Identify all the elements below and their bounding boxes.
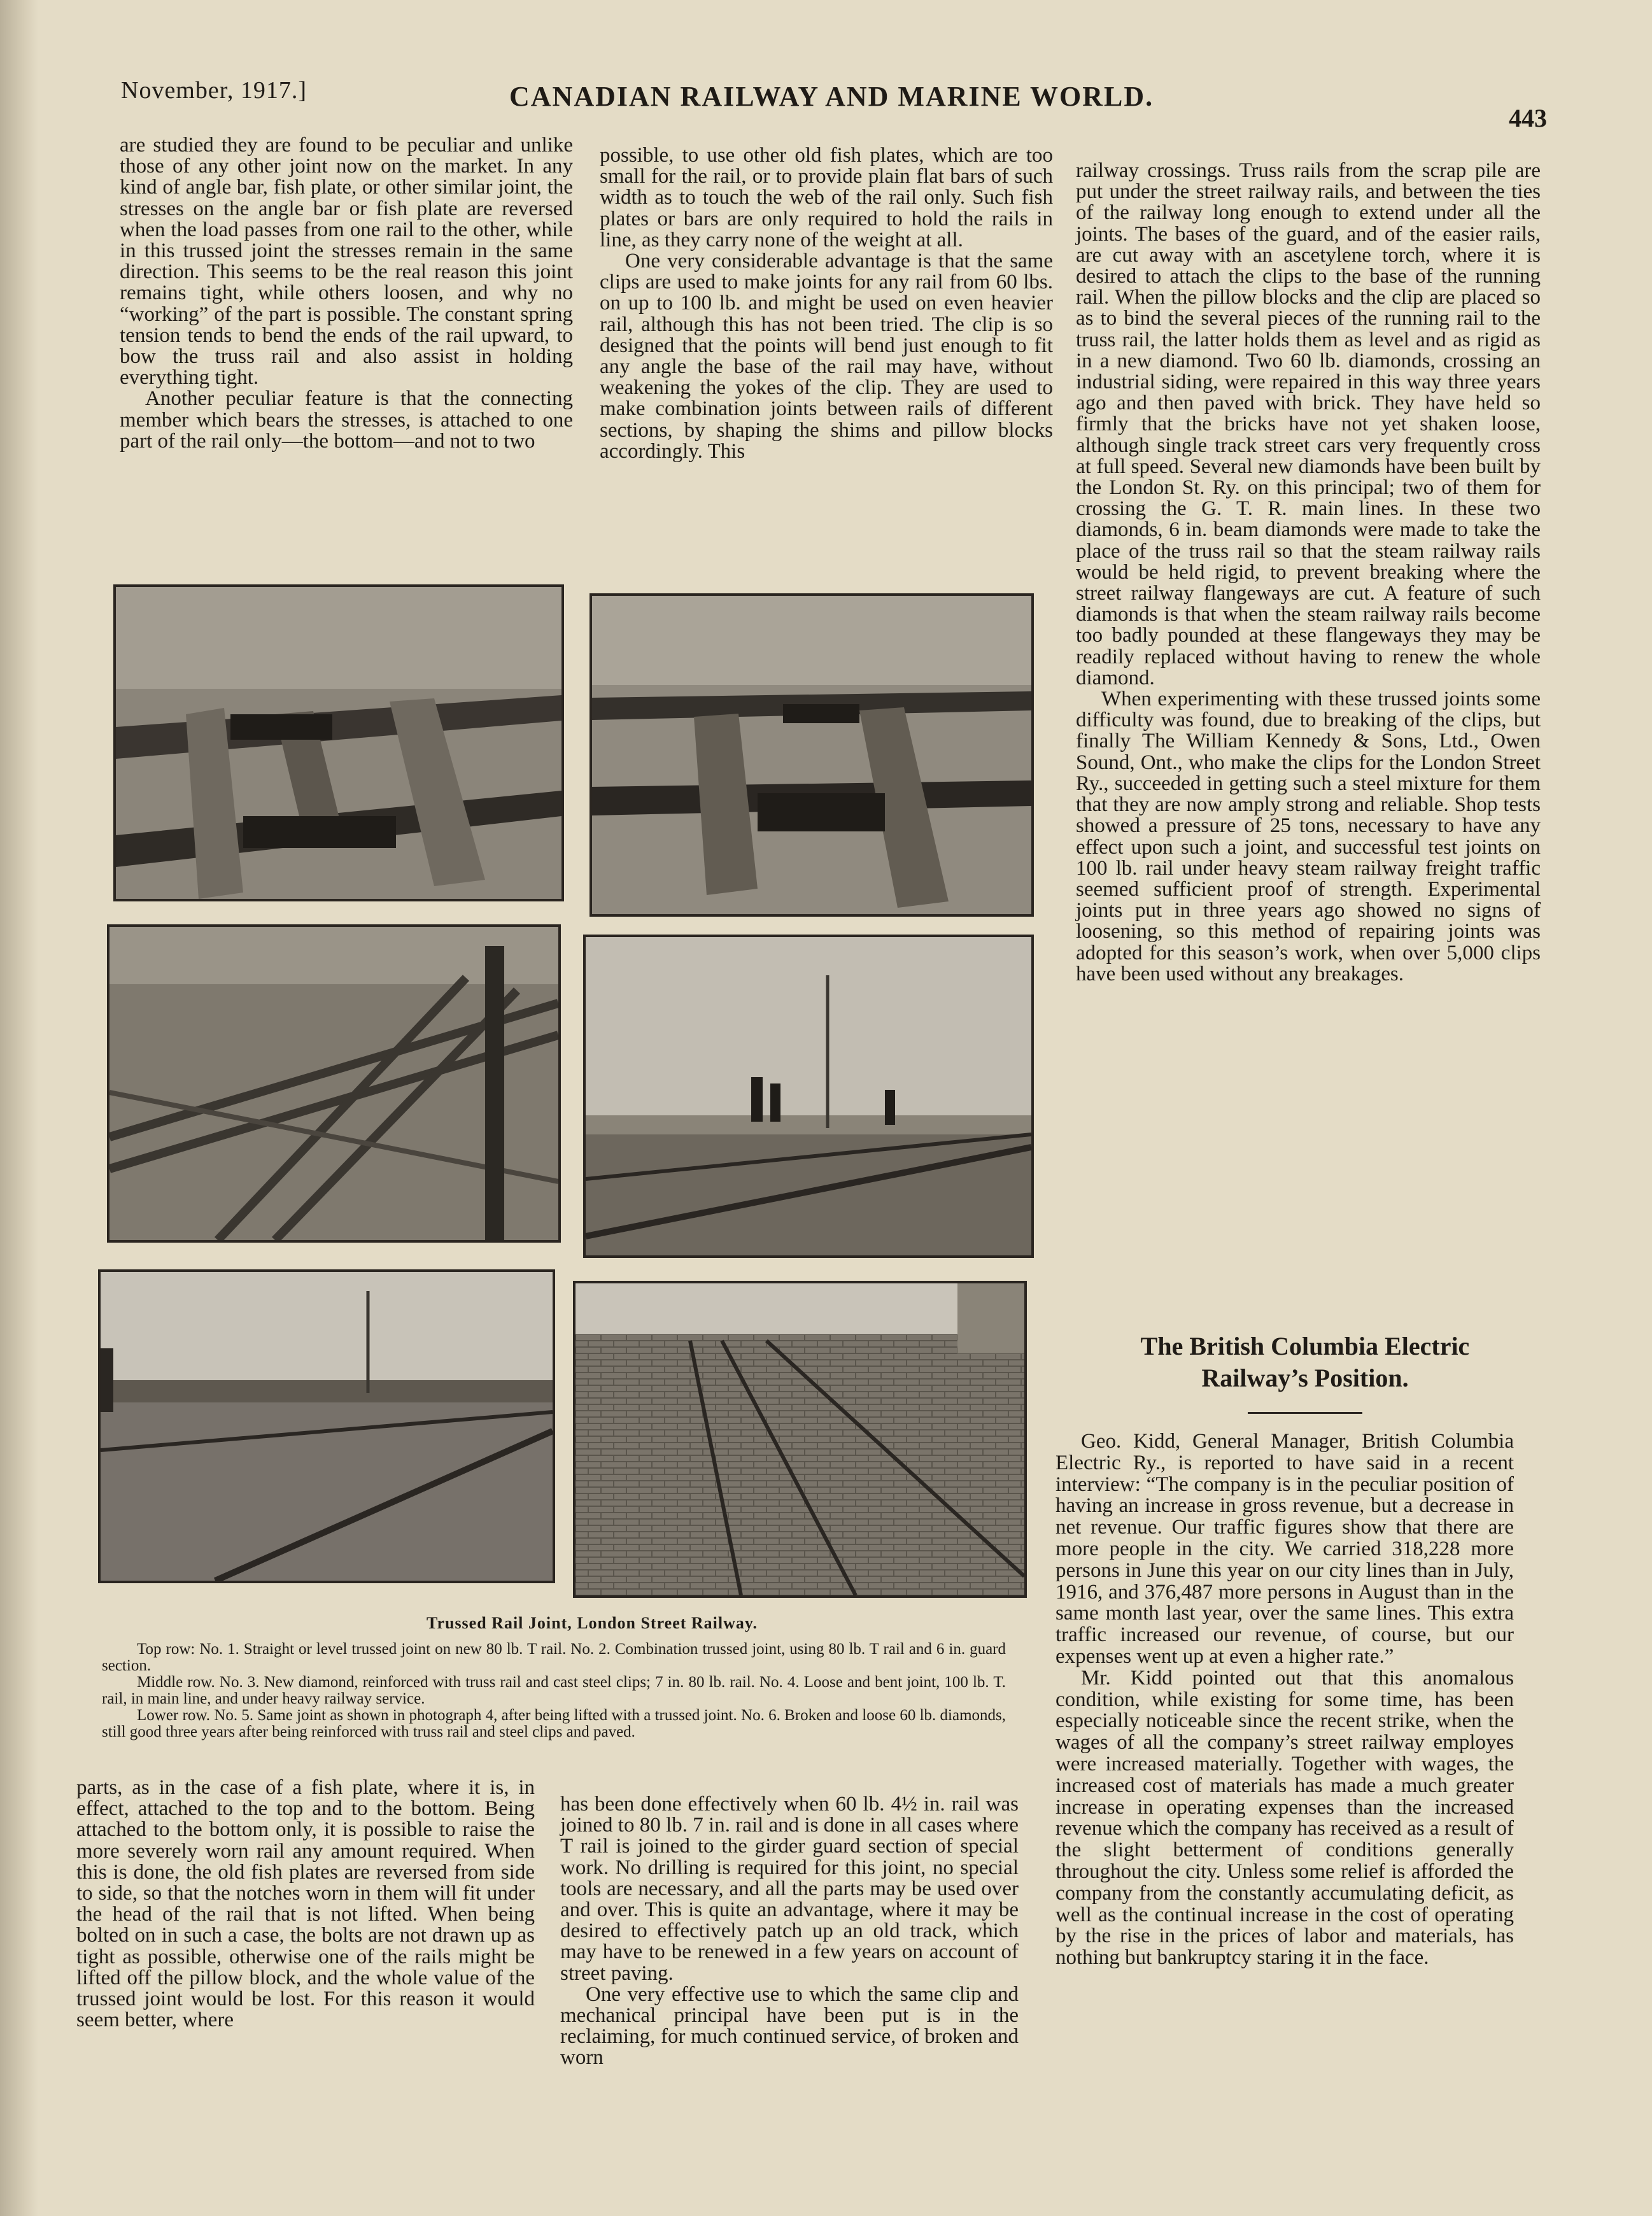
caption-line: Lower row. No. 5. Same joint as shown in photograph 4, after being lifted with a trussed joint. No. 6. Broken and loose 60 lb. diamonds, still good three years after being reinforced with truss rail and steel clips and paved.	[102, 1707, 1006, 1740]
article-body	[1055, 1431, 1514, 1969]
paragraph: Another peculiar feature is that the connecting member which bears the stresses, is attached to one part of the rail only—the bottom—and not to two	[120, 387, 573, 453]
caption-line: Middle row. No. 3. New diamond, reinforced with truss rail and cast steel clips; 7 in. 80 lb. rail. No. 4. Loose and bent joint, 100 lb. T. rail, in main line, and under heavy railway service.	[102, 1674, 1006, 1707]
article-title-line: Railway’s Position.	[1201, 1364, 1409, 1392]
page-header	[121, 70, 1547, 132]
photo-3-new-diamond	[107, 924, 561, 1243]
photo-6-paved-diamonds	[573, 1281, 1027, 1598]
article-title	[1063, 1330, 1547, 1394]
paragraph: Geo. Kidd, General Manager, British Columbia Electric Ry., is reported to have said in a recent interview: “The company is in the peculiar position of having an increase in gross revenue, but a decrease in net revenue. Our traffic figures show that there are more people in the city. We carried 318,228 more persons in June this year on our city lines than in July, 1916, and 376,487 more persons in August than in the same month last year, over the same lines. This extra traffic increased our revenue, of course, but our expenses went up at even a higher rate.”	[1055, 1430, 1514, 1668]
paragraph: parts, as in the case of a fish plate, where it is, in effect, attached to the top and to the bottom. Being attached to the bottom only, it is possible to raise the more severely worn rail any amount required. When this is done, the old fish plates are reversed from side to side, so that the notches worn in them will fit under the head of the rail that is not lifted. When being bolted on in such a case, the bolts are not drawn up as tight as possible, otherwise one of the rails might be lifted off the pillow block, and the whole value of the trussed joint would be lost. For this reason it would seem better, where	[76, 1776, 535, 2032]
photo-caption	[102, 1641, 1006, 1740]
paragraph: are studied they are found to be peculiar and unlike those of any other joint now on the market. In any kind of angle bar, fish plate, or other similar joint, the stresses on the angle bar or fish plate are reversed when the load passes from one rail to the other, while in this trussed joint the stresses remain in the same direction. This seems to be the real reason this joint remains tight, while others loosen, and why no “working” of the part is possible. The constant spring tension tends to bend the ends of the rail upward, to bow the truss rail and also assist in holding everything tight.	[120, 134, 573, 390]
column-1-top	[120, 135, 573, 452]
paragraph: possible, to use other old fish plates, which are too small for the rail, or to provide plain flat bars of such width as to touch the web of the rail only. Such fish plates or bars are only required to hold the rails in line, as they carry none of the weight at all.	[600, 144, 1053, 251]
paragraph: has been done effectively when 60 lb. 4½ in. rail was joined to 80 lb. 7 in. rail and is done in all cases where T rail is joined to the girder guard section of special work. No drilling is required for this joint, no special tools are necessary, and all the parts may be used over and over. This is quite an advantage, where it may be desired to effectively patch up an old track, which may have to be renewed in a few years on account of street paving.	[560, 1793, 1019, 1985]
paragraph: railway crossings. Truss rails from the scrap pile are put under the street railway rails, and between the ties of the railway long enough to extend under all the joints. The bases of the guard, and of the easier rails, are cut away with an ascetylene torch, where it is desired to attach the clips to the base of the running rail. When the pillow blocks and the clip are placed so as to bind the several pieces of the running rail to the truss rail, the latter holds them as level and as rigid as in a new diamond. Two 60 lb. diamonds, crossing an industrial siding, were repaired in this way three years ago and then paved with brick. They have held so firmly that the bricks have not yet shaken loose, although single track street cars very frequently cross at full speed. Several new diamonds have been built by the London St. Ry. on this principal; two of them for crossing the G. T. R. main lines. In these two diamonds, 6 in. beam diamonds were made to take the place of the truss rail so that the steam railway rails would be held rigid, to prevent breaking where the street railway flangeways are cut. A feature of such diamonds is that when the steam railway rails become too badly pounded at these flangeways they may be readily replaced without having to renew the whole diamond.	[1076, 159, 1541, 689]
publication-title: CANADIAN RAILWAY AND MARINE WORLD.	[509, 81, 1154, 112]
title-divider	[1248, 1412, 1362, 1414]
photo-1-straight-trussed-joint	[113, 584, 564, 901]
issue-date: November, 1917.]	[121, 77, 307, 104]
paragraph: When experimenting with these trussed joints some difficulty was found, due to breaking of the clips, but finally The William Kennedy & Sons, Ltd., Owen Sound, Ont., who make the clips for the London Street Ry., succeeded in getting such a steel mixture for them that they are now amply strong and reliable. Shop tests showed a pressure of 25 tons, necessary to have any effect upon such a joint, and successful test joints on 100 lb. rail under heavy steam railway freight traffic seemed sufficient proof of strength. Experimental joints put in three years ago showed no signs of loosening, so this method of repairing joints was adopted for this season’s work, when over 5,000 clips have been used without any breakages.	[1076, 688, 1541, 985]
column-2-top	[600, 145, 1053, 462]
photo-2-combination-trussed-joint	[589, 593, 1034, 917]
photo-4-loose-bent-joint	[583, 935, 1034, 1258]
paragraph: One very effective use to which the same clip and mechanical principal have been put is in the reclaiming, for much continued service, of broken and worn	[560, 1982, 1019, 2070]
caption-line: Top row: No. 1. Straight or level trussed joint on new 80 lb. T rail. No. 2. Combination trussed joint, using 80 lb. T rail and 6 in. guard section.	[102, 1641, 1006, 1674]
page-number: 443	[1509, 104, 1547, 132]
page-binding-shadow	[0, 0, 38, 2216]
photo-5-lifted-joint	[98, 1269, 555, 1583]
column-3	[1076, 160, 1541, 985]
paragraph: Mr. Kidd pointed out that this anomalous condition, while existing for some time, has been especially noticeable since the recent strike, when the wages of all the company’s street railway employes were increased materially. Together with wages, the increased cost of materials has made a much greater increase in operating expenses than the increased revenue which the company has received as a result of the slight betterment of conditions generally throughout the city. Unless some relief is afforded the company from the constantly accumulating deficit, as well as the continual increase in the cost of operating by the rise in the prices of labor and materials, has nothing but bankruptcy staring it in the face.	[1055, 1666, 1514, 1970]
column-1-bottom	[76, 1777, 535, 2031]
paragraph: One very considerable advantage is that the same clips are used to make joints for any rail from 60 lbs. on up to 100 lb. and might be used on even heavier rail, although this has not been tried. The clip is so designed that the points will bend just enough to fit any angle the base of the rail may have, without weakening the yokes of the clip. They are used to make combination joints between rails of different sections, by shaping the shims and pillow blocks accordingly. This	[600, 250, 1053, 463]
column-2-bottom	[560, 1794, 1019, 2069]
article-title-line: The British Columbia Electric	[1140, 1332, 1470, 1360]
photo-caption-title: Trussed Rail Joint, London Street Railway.	[427, 1614, 758, 1632]
